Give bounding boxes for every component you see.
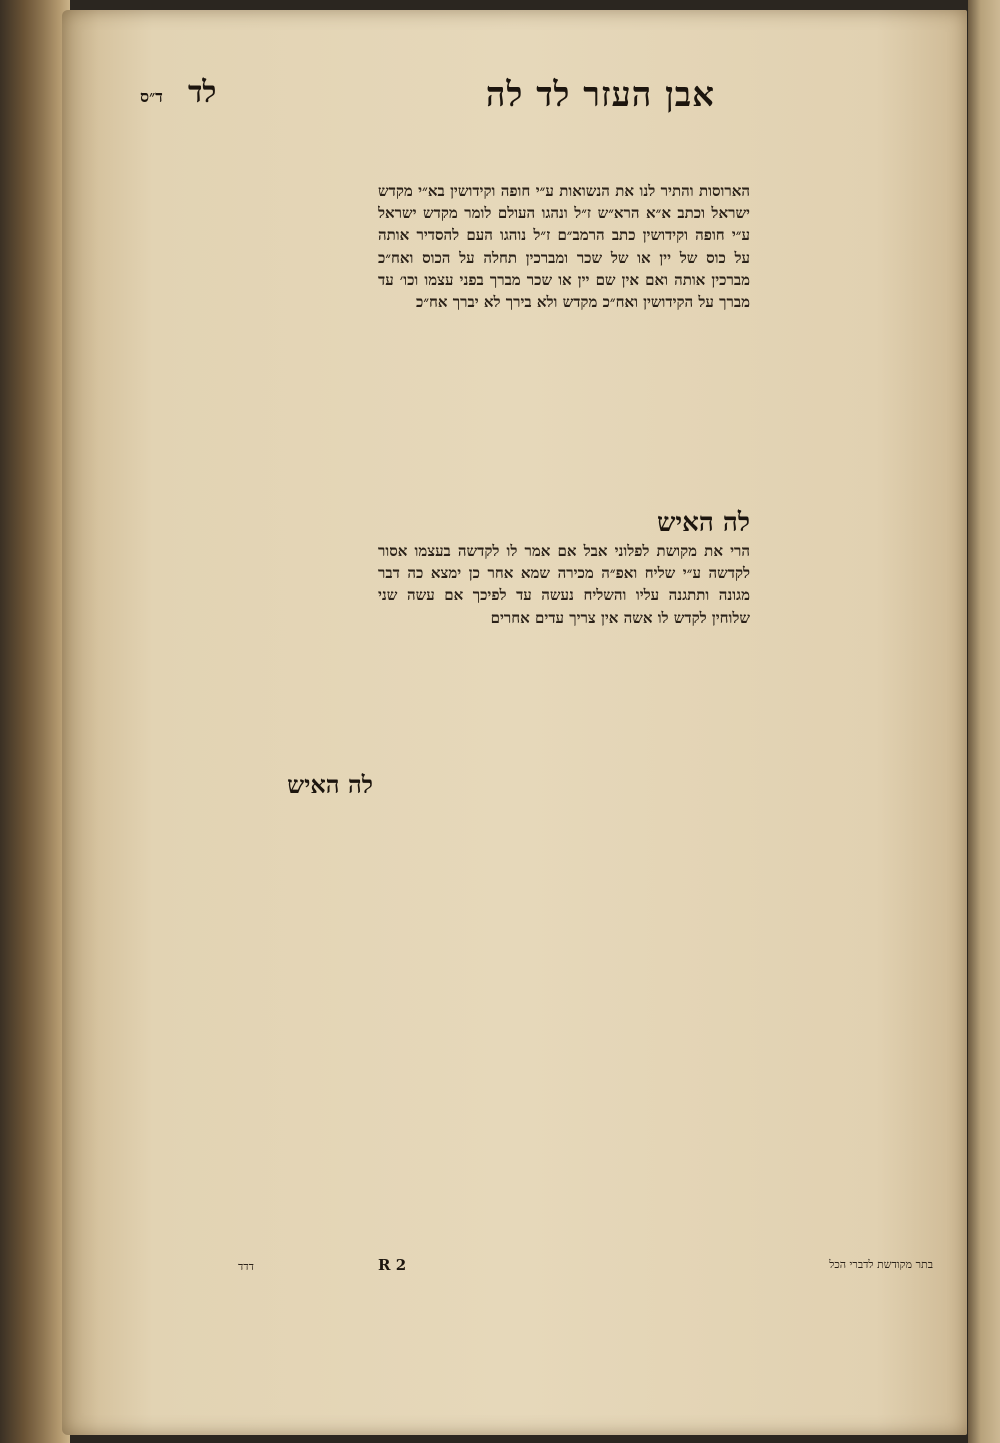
page-footer — [228, 1258, 933, 1278]
commentary-heading: לה האיש — [287, 770, 373, 799]
signature-mark: R 2 — [378, 1256, 407, 1274]
facing-page-edge — [968, 0, 1000, 1443]
commentary-right-column — [605, 120, 930, 1255]
folio-mark: דדד — [238, 1260, 254, 1273]
main-text-block: הארוסות והתיר לנו את הנשואות ע״י חופה וקידושין בא״י מקדש ישראל וכתב א״א הרא״ש ז״ל ונהגו העולם לומר מקדש ישראל ע״י חופה וקידושין כתב הרמב״ם ז״ל נוהגו העם להסדיר אותה על כוס של יין או של שכר ומברכין תחלה על הכוס ואח״כ מברכין אותה ואם אין שם יין או שכר מברך בפני עצמו וכו׳ עד מברך על הקידושין ואח״כ מקדש ולא בירך לא יברך אח״כ — [378, 182, 750, 312]
facing-page-text — [984, 95, 998, 1395]
catchword: בתר מקודשת לדברי הכל — [829, 1258, 933, 1271]
page-title: אבן העזר לד לה — [485, 75, 715, 115]
book-edge — [0, 0, 70, 1443]
main-text-block-2: הרי את מקושת לפלוני אבל אם אמר לו לקדשה בעצמו אסור לקדשה ע״י שליח ואפ״ה מכירה שמא אחר כן ימצא כה דבר מגונה ותתגנה עליו והשליח נעשה עד לפיכך אם עשה שני שלוחין לקדש לו אשה אין צריך עדים אחרים — [378, 542, 750, 627]
page-header — [140, 75, 930, 125]
page-number: לד — [188, 75, 217, 110]
marginal-notes-column — [143, 115, 225, 1055]
section-sign: ד״ס — [140, 87, 163, 106]
section-heading: לה האיש — [656, 508, 750, 538]
